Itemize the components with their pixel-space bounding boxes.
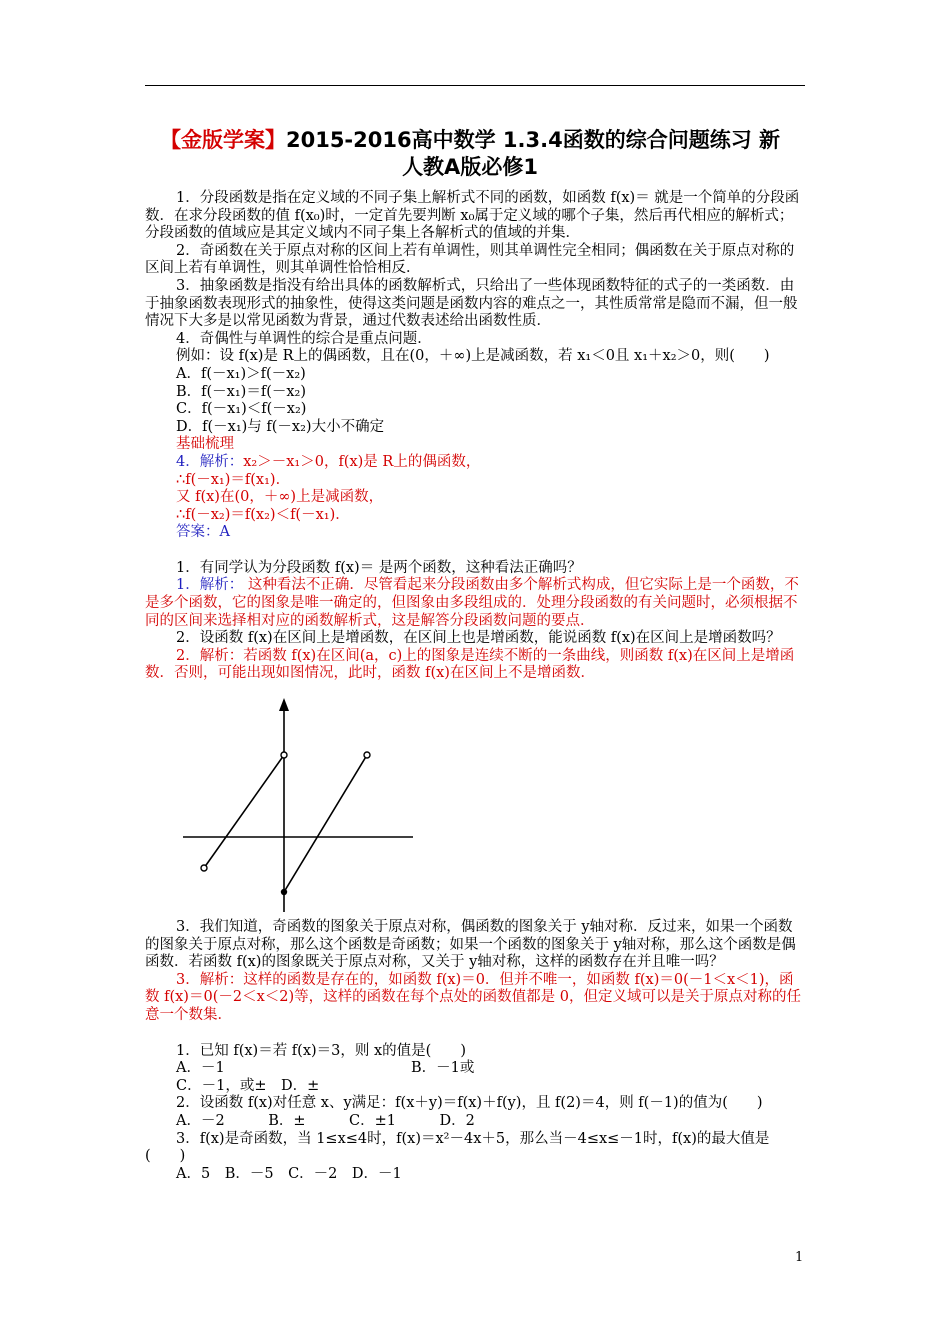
question-2-3: 3．我们知道，奇函数的图象关于原点对称，偶函数的图象关于 y轴对称．反过来，如果一个函数的图象关于原点对称，那么这个函数是奇函数；如果一个函数的图象关于 y轴对称，那么这个函数是偶函数．若函数 f(x)的图象既关于原点对称，又关于 y轴对称，这样的函数存在并且唯一吗？ [145, 919, 796, 971]
exercise-2-options: A．－2 B．± C．±1 D．2 [176, 1112, 475, 1129]
question-2-1: 1．有同学认为分段函数 f(x)＝ 是两个函数，这种看法正确吗？ [176, 559, 582, 576]
exercise-1-option-b: B．－1或 [411, 1060, 475, 1077]
exercise-1-option-a: A．－1 [176, 1060, 225, 1077]
option-d: D．f(－x₁)与 f(－x₂)大小不确定 [176, 418, 385, 435]
page-title [120, 127, 820, 181]
solution-text-1: x₂＞－x₁＞0，f(x)是 R上的偶函数， [243, 453, 481, 470]
section-label: 基础梳理 [176, 436, 234, 453]
answer: 答案：A [176, 524, 230, 541]
title-line1: 2015-2016高中数学 1.3.4函数的综合问题练习 新 [285, 128, 781, 152]
piecewise-graph-figure [178, 697, 418, 919]
closed-endpoint-bottom [281, 889, 287, 895]
paragraph-1: 1．分段函数是指在定义域的不同子集上解析式不同的函数，如函数 f(x)＝ 就是一个简单的分段函数．在求分段函数的值 f(x₀)时，一定首先要判断 x₀属于定义域的哪个子集，然后再代相应的解析式；分段函数的值域应是其定义域内不同子集上各解析式的值域的并集． [145, 190, 800, 242]
solution-line-4: ∴f(－x₂)＝f(x₂)＜f(－x₁)． [176, 506, 350, 523]
answer-2-2-body: 若函数 f(x)在区间(a，c)上的图象是连续不断的一条曲线，则函数 f(x)在区间上是增函数．否则，可能出现如图情况，此时，函数 f(x)在区间上不是增函数． [145, 647, 795, 682]
paragraph-3: 3．抽象函数是指没有给出具体的函数解析式，只给出了一些体现函数特征的式子的一类函数．由于抽象函数表现形式的抽象性，使得这类问题是函数内容的难点之一，其性质常常是隐而不漏，但一般情况下大多是以常见函数为背景，通过代数表述给出函数性质． [145, 277, 798, 330]
exercise-3-options: A．5 B．－5 C．－2 D．－1 [176, 1165, 402, 1182]
answer-2-1-head: 1．解析： [176, 577, 244, 594]
answer-2-1 [145, 577, 807, 630]
answer-2-1-body: 这种看法不正确．尽管看起来分段函数由多个解析式构成，但它实际上是一个函数，不是多个函数，它的图象是唯一确定的，但图象由多段组成的．处理分段函数的有关问题时，必须根据不同的区间来选择相对应的函数解析式，这是解答分段函数问题的要点． [145, 577, 799, 629]
document-body [145, 190, 807, 1183]
answer-2-3 [145, 972, 807, 1025]
spacer [145, 542, 807, 560]
answer-2-3-head: 3．解析： [176, 971, 244, 988]
header-rule [145, 85, 805, 86]
exercise-1-options-cd: C．－1，或± D．± [176, 1077, 320, 1094]
spacer-2 [145, 1025, 807, 1043]
option-a: A．f(－x₁)＞f(－x₂) [176, 365, 306, 382]
solution-line-3: 又 f(x)在(0，＋∞)上是减函数， [176, 489, 384, 506]
y-axis-arrow [279, 698, 289, 711]
exercise-1: 1．已知 f(x)＝若 f(x)＝3，则 x的值是( ) [176, 1042, 466, 1059]
exercise-2: 2．设函数 f(x)对任意 x、y满足：f(x＋y)＝f(x)＋f(y)，且 f(2)＝4，则 f(－1)的值为( ) [176, 1095, 763, 1112]
exercise-1-options-ab [145, 1060, 807, 1078]
title-line2: 人教A版必修1 [402, 155, 538, 179]
open-endpoint-left [201, 865, 207, 871]
title-bracket: 【金版学案】 [159, 128, 286, 152]
solution-line-1 [145, 454, 807, 472]
open-endpoint-top-left [281, 752, 287, 758]
example-question: 例如：设 f(x)是 R上的偶函数，且在(0，＋∞)上是减函数，若 x₁＜0且 x₁＋x₂＞0，则( ) [176, 348, 770, 365]
exercise-3: 3．f(x)是奇函数，当 1≤x≤4时，f(x)＝x²－4x＋5，那么当－4≤x≤－1时，f(x)的最大值是( ) [145, 1130, 770, 1165]
paragraph-4: 4．奇偶性与单调性的综合是重点问题． [176, 330, 432, 347]
open-endpoint-top-right [364, 752, 370, 758]
answer-2-2-head: 2．解析： [176, 647, 244, 664]
paragraph-2: 2．奇函数在关于原点对称的区间上若有单调性，则其单调性完全相同；偶函数在关于原点对称的区间上若有单调性，则其单调性恰恰相反． [145, 242, 795, 277]
answer-2-3-body: 这样的函数是存在的，如函数 f(x)＝0．但并不唯一，如函数 f(x)＝0(－1＜x＜1)，函数 f(x)＝0(－2＜x＜2)等，这样的函数在每个点处的函数值都是 0，但定义域可以是关于原点对称的任意一个数集． [145, 971, 801, 1023]
right-segment [284, 755, 367, 892]
option-c: C．f(－x₁)＜f(－x₂) [176, 401, 307, 418]
figure-container [145, 697, 807, 919]
option-b: B．f(－x₁)＝f(－x₂) [176, 383, 306, 400]
question-2-2: 2．设函数 f(x)在区间上是增函数，在区间上也是增函数，能说函数 f(x)在区间上是增函数吗？ [176, 630, 781, 647]
page-number: 1 [795, 1250, 804, 1265]
solution-head: 4．解析： [176, 453, 244, 470]
solution-line-2: ∴f(－x₁)＝f(x₁)． [176, 471, 291, 488]
answer-2-2 [145, 648, 807, 683]
left-segment [204, 755, 284, 868]
